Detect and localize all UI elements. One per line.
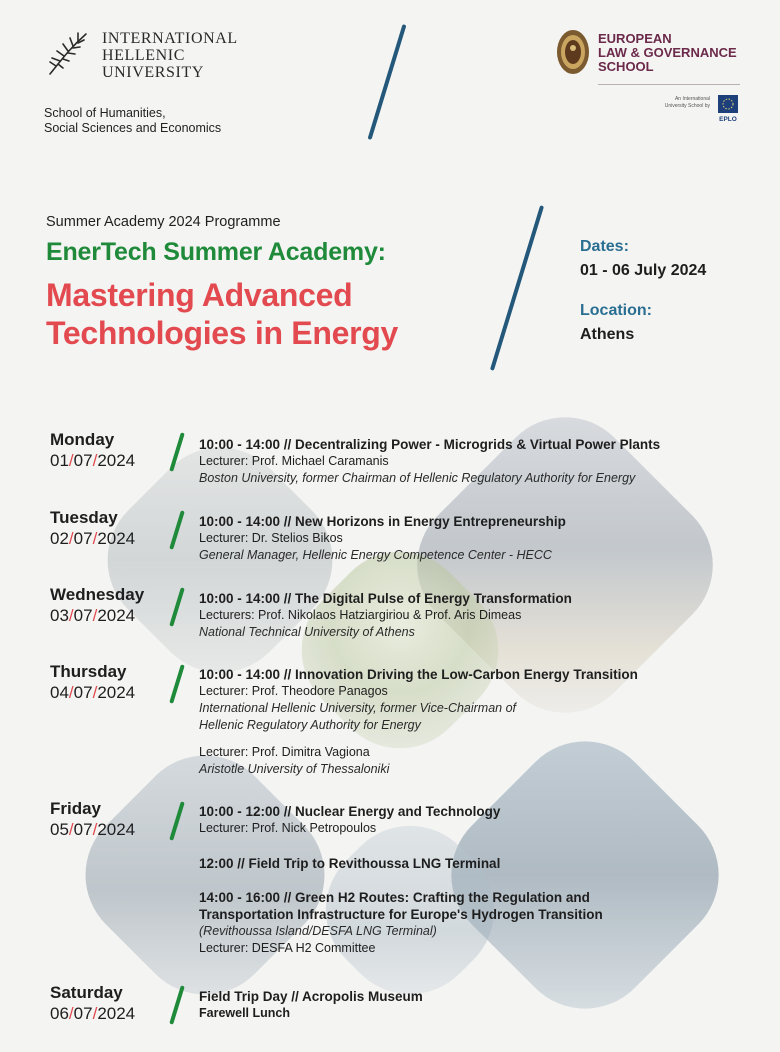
school-name-line: School of Humanities, — [44, 106, 166, 120]
date-year: 2024 — [97, 529, 136, 548]
session-title: 14:00 - 16:00 // Green H2 Routes: Crafting the Regulation and — [199, 890, 590, 905]
session — [199, 889, 603, 957]
date-month: 07 — [73, 1004, 93, 1023]
university-name-line: INTERNATIONAL — [102, 30, 238, 47]
session-title-continued: Farewell Lunch — [199, 1006, 290, 1020]
session-title: 12:00 // Field Trip to Revithoussa LNG Terminal — [199, 856, 501, 871]
session-location: (Revithoussa Island/DESFA LNG Terminal) — [199, 924, 437, 938]
eplo-logo-icon — [716, 95, 740, 123]
partner-subtitle — [648, 96, 710, 110]
session-title: 10:00 - 12:00 // Nuclear Energy and Technology — [199, 804, 501, 819]
day-date: 02/07/2024 — [50, 529, 136, 548]
session-lecturer: Lecturer: Prof. Nick Petropoulos — [199, 821, 377, 835]
day-date: 03/07/2024 — [50, 606, 136, 625]
day-name: Saturday — [50, 983, 123, 1002]
session — [199, 513, 566, 564]
day-heading — [50, 799, 135, 840]
session-title: 10:00 - 14:00 // New Horizons in Energy Entrepreneurship — [199, 514, 566, 529]
date-year: 2024 — [97, 683, 136, 702]
date-day: 05 — [50, 820, 69, 839]
day-date: 05/07/2024 — [50, 820, 136, 839]
session-affiliation: Hellenic Regulatory Authority for Energy — [199, 718, 421, 732]
day-heading — [50, 508, 135, 549]
day-name: Tuesday — [50, 508, 118, 527]
day-divider-slash — [169, 664, 185, 703]
date-year: 2024 — [97, 1004, 136, 1023]
session-lecturer: Lecturer: Prof. Theodore Panagos — [199, 684, 388, 698]
session — [199, 590, 572, 641]
date-day: 01 — [50, 451, 69, 470]
partner-name-line: SCHOOL — [598, 59, 654, 74]
session-title: 10:00 - 14:00 // Decentralizing Power - Microgrids & Virtual Power Plants — [199, 437, 661, 452]
location-value: Athens — [580, 326, 635, 343]
school-name-line: Social Sciences and Economics — [44, 121, 222, 135]
session — [199, 666, 638, 734]
session-title: Field Trip Day // Acropolis Museum — [199, 989, 423, 1004]
day-date: 01/07/2024 — [50, 451, 136, 470]
academy-subtitle-line: Technologies in Energy — [46, 315, 398, 351]
day-name: Wednesday — [50, 585, 145, 604]
date-month: 07 — [73, 606, 93, 625]
session-affiliation: International Hellenic University, former Vice-Chairman of — [199, 701, 517, 715]
date-month: 07 — [73, 529, 93, 548]
partner-name-line: LAW & GOVERNANCE — [598, 45, 737, 60]
session-lecturer: Lecturer: DESFA H2 Committee — [199, 941, 376, 955]
partner-school-name — [598, 32, 737, 74]
session — [199, 803, 500, 837]
session — [199, 744, 389, 778]
day-date: 06/07/2024 — [50, 1004, 136, 1023]
session-affiliation: National Technical University of Athens — [199, 625, 415, 639]
dates-value: 01 - 06 July 2024 — [580, 262, 707, 279]
date-year: 2024 — [97, 451, 136, 470]
university-name-line: HELLENIC — [102, 47, 186, 64]
date-year: 2024 — [97, 606, 136, 625]
session-title: 10:00 - 14:00 // The Digital Pulse of Energy Transformation — [199, 591, 572, 606]
session — [199, 855, 500, 872]
divider-slash — [368, 24, 407, 140]
day-heading — [50, 983, 135, 1024]
university-name-line: UNIVERSITY — [102, 64, 204, 81]
partner-subtitle-line: University School by — [664, 103, 710, 109]
date-day: 03 — [50, 606, 69, 625]
date-month: 07 — [73, 451, 93, 470]
day-name: Thursday — [50, 662, 127, 681]
day-divider-slash — [169, 985, 185, 1024]
session-lecturer: Lecturers: Prof. Nikolaos Hatziargiriou & Prof. Aris Dimeas — [199, 608, 522, 622]
date-day: 02 — [50, 529, 69, 548]
day-name: Friday — [50, 799, 102, 818]
programme-kicker: Summer Academy 2024 Programme — [46, 214, 281, 230]
day-date: 04/07/2024 — [50, 683, 136, 702]
day-heading — [50, 585, 144, 626]
day-heading — [50, 662, 135, 703]
header-rule — [598, 84, 740, 85]
session-affiliation: Boston University, former Chairman of Hellenic Regulatory Authority for Energy — [199, 471, 636, 485]
day-name: Monday — [50, 430, 115, 449]
olive-branch-logo-icon — [46, 28, 92, 78]
date-day: 04 — [50, 683, 69, 702]
session-title: 10:00 - 14:00 // Innovation Driving the Low-Carbon Energy Transition — [199, 667, 638, 682]
session-affiliation: General Manager, Hellenic Energy Competence Center - HECC — [199, 548, 552, 562]
divider-slash — [490, 205, 544, 371]
date-year: 2024 — [97, 820, 136, 839]
session — [199, 988, 423, 1022]
partner-subtitle-line: An International — [674, 96, 710, 102]
eplo-logo-text: EPLO — [719, 116, 737, 123]
session-lecturer: Lecturer: Prof. Michael Caramanis — [199, 454, 389, 468]
academy-title: EnerTech Summer Academy: — [46, 238, 386, 266]
date-month: 07 — [73, 683, 93, 702]
dates-label: Dates: — [580, 238, 629, 255]
day-heading — [50, 430, 135, 471]
session-affiliation: Aristotle University of Thessaloniki — [199, 762, 390, 776]
school-seal-logo-icon — [556, 28, 590, 76]
date-month: 07 — [73, 820, 93, 839]
school-name — [44, 106, 221, 136]
session-lecturer: Lecturer: Prof. Dimitra Vagiona — [199, 745, 370, 759]
partner-name-line: EUROPEAN — [598, 31, 672, 46]
location-label: Location: — [580, 302, 652, 319]
session-title-continued: Transportation Infrastructure for Europe's Hydrogen Transition — [199, 907, 603, 922]
academy-subtitle-line: Mastering Advanced — [46, 277, 353, 313]
university-name — [102, 30, 238, 81]
session — [199, 436, 660, 487]
session-lecturer: Lecturer: Dr. Stelios Bikos — [199, 531, 343, 545]
date-day: 06 — [50, 1004, 69, 1023]
